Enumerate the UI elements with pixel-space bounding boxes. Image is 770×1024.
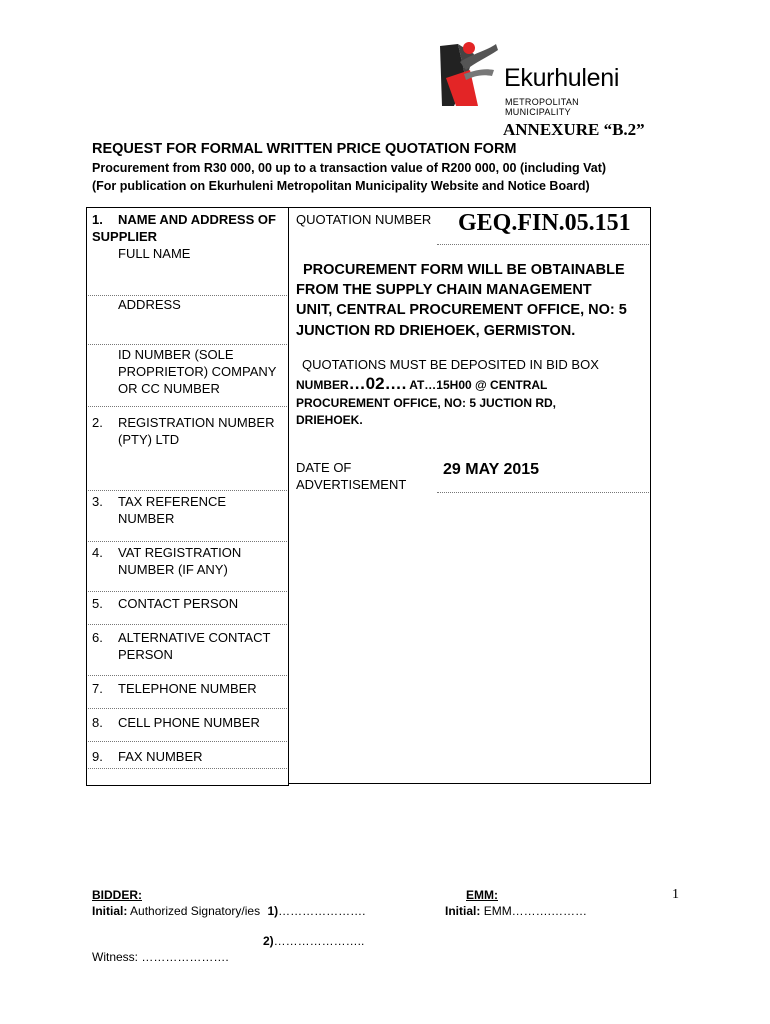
address-label: ADDRESS: [118, 297, 181, 312]
tax-reference-label-2: NUMBER: [118, 511, 175, 526]
procurement-notice-line-4: JUNCTION RD DRIEHOEK, GERMISTON.: [296, 323, 576, 339]
deposit-notice-line-3: PROCUREMENT OFFICE, NO: 5 JUCTION RD,: [296, 396, 557, 410]
bid-box-number: …02….: [348, 374, 407, 393]
alternative-contact-label-2: PERSON: [118, 647, 173, 662]
signatory-2-field[interactable]: …………………..: [273, 934, 365, 948]
page-number: 1: [672, 887, 679, 902]
witness-field[interactable]: Witness: ………………….: [92, 950, 229, 964]
registration-number-label: REGISTRATION NUMBER: [118, 415, 275, 430]
bid-box-prefix: NUMBER: [296, 378, 349, 392]
registration-number-field[interactable]: [88, 490, 287, 491]
quotation-number-label: QUOTATION NUMBER: [296, 212, 432, 227]
emm-initial-field[interactable]: EMM……….………: [483, 904, 588, 918]
row-1-number: 1.: [92, 212, 103, 227]
tax-reference-label: TAX REFERENCE: [118, 494, 227, 509]
advertisement-date-underline: [437, 492, 649, 493]
row-2-number: 2.: [92, 415, 103, 430]
date-of-advertisement-label: DATE OF: [296, 460, 352, 475]
id-number-field[interactable]: [88, 406, 287, 407]
quotation-number: GEQ.FIN.05.151: [458, 210, 631, 236]
date-of-advertisement-label-2: ADVERTISEMENT: [296, 477, 407, 492]
deposit-notice-line-1: QUOTATIONS MUST BE DEPOSITED IN BID BOX: [302, 357, 599, 372]
cell-phone-number-label: CELL PHONE NUMBER: [118, 715, 260, 730]
contact-person-field[interactable]: [88, 624, 287, 625]
address-field[interactable]: [88, 344, 287, 345]
row-1-heading: NAME AND ADDRESS OF: [118, 212, 276, 227]
bidder-label: BIDDER:: [92, 888, 142, 902]
row-9-number: 9.: [92, 749, 103, 764]
logo-name: Ekurhuleni: [504, 64, 620, 92]
telephone-number-label: TELEPHONE NUMBER: [118, 681, 257, 696]
id-number-label: ID NUMBER (SOLE: [118, 347, 234, 362]
procurement-notice-line-1: PROCUREMENT FORM WILL BE OBTAINABLE: [303, 262, 625, 278]
row-8-number: 8.: [92, 715, 103, 730]
signatory-1-field[interactable]: ………………….: [278, 904, 366, 918]
quotation-number-underline: [437, 244, 649, 245]
deposit-time: AT…15H00 @ CENTRAL: [406, 378, 548, 392]
alternative-contact-label: ALTERNATIVE CONTACT: [118, 630, 271, 645]
procurement-notice-line-3: UNIT, CENTRAL PROCUREMENT OFFICE, NO: 5: [296, 302, 627, 318]
fax-number-label: FAX NUMBER: [118, 749, 203, 764]
contact-person-label: CONTACT PERSON: [118, 596, 239, 611]
form-title: REQUEST FOR FORMAL WRITTEN PRICE QUOTATION FORM: [92, 141, 517, 157]
form-subtitle-1: Procurement from R30 000, 00 up to a transaction value of R200 000, 00 (including Vat): [92, 161, 607, 175]
municipality-logo: [436, 40, 646, 117]
cell-phone-number-field[interactable]: [88, 741, 287, 742]
vat-registration-field[interactable]: [88, 591, 287, 592]
bidder-initial-label: Initial:: [92, 904, 128, 918]
row-4-number: 4.: [92, 545, 103, 560]
emm-label: EMM:: [466, 888, 498, 902]
logo-subtitle: METROPOLITAN MUNICIPALITY: [505, 97, 579, 117]
procurement-notice-line-2: FROM THE SUPPLY CHAIN MANAGEMENT: [296, 282, 592, 298]
signatory-1-number: 1): [267, 904, 279, 918]
annexure-label: ANNEXURE “B.2”: [503, 120, 645, 139]
authorized-signatory-label: Authorized Signatory/ies: [130, 904, 261, 918]
advertisement-date: 29 MAY 2015: [443, 461, 540, 478]
alternative-contact-field[interactable]: [88, 675, 287, 676]
id-number-label-2: PROPRIETOR) COMPANY: [118, 364, 277, 379]
tax-reference-field[interactable]: [88, 541, 287, 542]
row-3-number: 3.: [92, 494, 103, 509]
row-5-number: 5.: [92, 596, 103, 611]
deposit-notice-line-4: DRIEHOEK.: [296, 413, 363, 427]
bidder-initial-line: [92, 904, 365, 918]
vat-registration-label-2: NUMBER (IF ANY): [118, 562, 228, 577]
row-1-heading-2: SUPPLIER: [92, 229, 158, 244]
signatory-2-number: 2): [263, 934, 274, 948]
vat-registration-label: VAT REGISTRATION: [118, 545, 242, 560]
emm-initial-label: Initial:: [445, 904, 481, 918]
registration-number-label-2: (PTY) LTD: [118, 432, 180, 447]
full-name-label: FULL NAME: [118, 246, 191, 261]
emm-initial-line: [445, 904, 587, 918]
row-7-number: 7.: [92, 681, 103, 696]
telephone-number-field[interactable]: [88, 708, 287, 709]
signatory-2-line: [263, 934, 364, 948]
form-subtitle-2: (For publication on Ekurhuleni Metropolitan Municipality Website and Notice Board): [92, 179, 590, 193]
deposit-notice-line-2: [296, 375, 547, 394]
id-number-label-3: OR CC NUMBER: [118, 381, 220, 396]
row-6-number: 6.: [92, 630, 103, 645]
ekurhuleni-emblem-icon: [436, 40, 500, 112]
fax-number-field[interactable]: [88, 768, 287, 769]
